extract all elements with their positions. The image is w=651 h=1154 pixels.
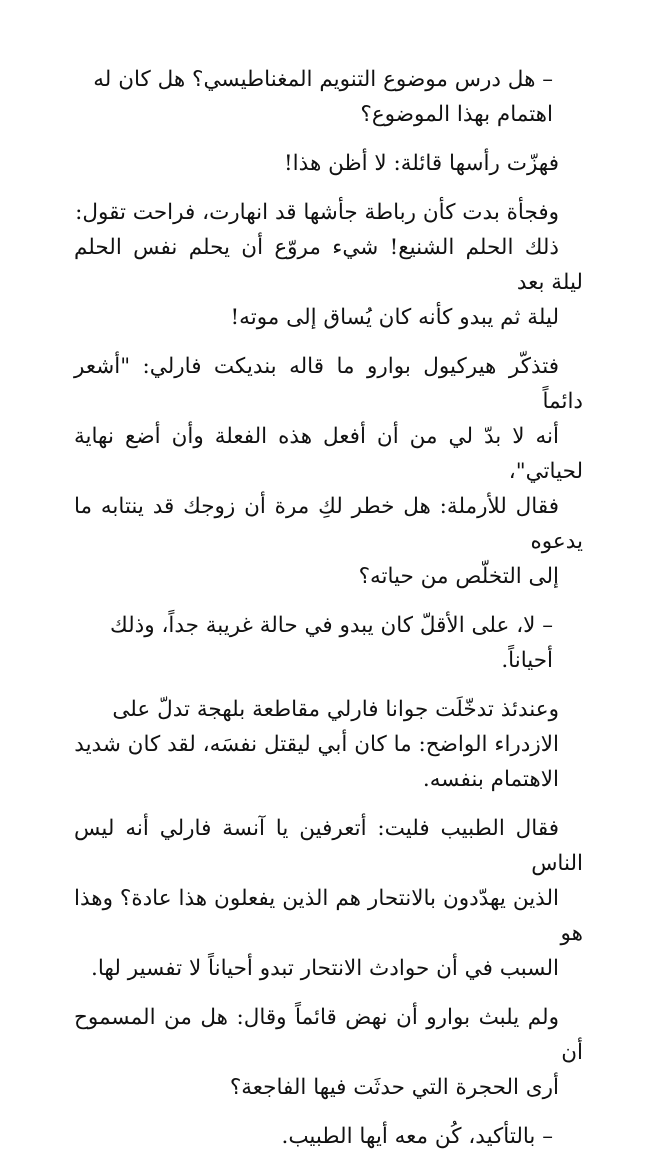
text-line: الذين يهدّدون بالانتحار هم الذين يفعلون هذا عادة؟ وهذا هو	[74, 886, 583, 946]
text-line: أحياناً.	[501, 648, 553, 673]
text-line: فهزّت رأسها قائلة: لا أظن هذا!	[284, 151, 559, 176]
text-line: اهتمام بهذا الموضوع؟	[360, 102, 553, 127]
text-line: فتذكّر هيركيول بوارو ما قاله بنديكت فارلي: "أشعر دائماً	[74, 354, 583, 414]
text-line: فقال للأرملة: هل خطر لكِ مرة أن زوجك قد ينتابه ما يدعوه	[74, 494, 583, 554]
text-line: ليلة ثم يبدو كأنه كان يُساق إلى موته!	[230, 305, 559, 330]
text-line: إلى التخلّص من حياته؟	[358, 564, 559, 589]
text-line: وفجأة بدت كأن رباطة جأشها قد انهارت، فراحت تقول:	[75, 200, 559, 225]
text-line: – بالتأكيد، كُن معه أيها الطبيب.	[281, 1124, 553, 1149]
text-line: الازدراء الواضح: ما كان أبي ليقتل نفسَه، لقد كان شديد	[74, 732, 559, 757]
text-line: فقال الطبيب فليت: أتعرفين يا آنسة فارلي أنه ليس الناس	[74, 816, 583, 876]
text-line: وعندئذ تدخّلَت جوانا فارلي مقاطعة بلهجة تدلّ على	[112, 697, 559, 722]
text-line: السبب في أن حوادث الانتحار تبدو أحياناً لا تفسير لها.	[91, 956, 559, 981]
text-line: الاهتمام بنفسه.	[422, 767, 559, 792]
paragraph-poirot-stands	[74, 1000, 583, 1105]
paragraph-dialogue-strange-state	[74, 608, 583, 678]
paragraph-dream	[74, 195, 583, 335]
text-line: أنه لا بدّ لي من أن أفعل هذه الفعلة وأن أضع نهاية لحياتي"،	[74, 424, 583, 484]
text-line: أرى الحجرة التي حدثَت فيها الفاجعة؟	[229, 1075, 559, 1100]
paragraph-poirot-remembers	[74, 349, 583, 594]
text-line: ولم يلبث بوارو أن نهض قائماً وقال: هل من المسموح أن	[74, 1005, 583, 1065]
text-line: – لا، على الأقلّ كان يبدو في حالة غريبة جداً، وذلك	[109, 613, 553, 638]
text-line: – هل درس موضوع التنويم المغناطيسي؟ هل كان له	[93, 67, 553, 92]
paragraph-head-shake	[74, 146, 583, 181]
paragraph-dialogue-certainly	[74, 1119, 583, 1154]
paragraph-dialogue-hypnosis-question	[74, 62, 583, 132]
paragraph-doctor-fleet	[74, 811, 583, 986]
text-line: ذلك الحلم الشنيع! شيء مروّع أن يحلم نفس الحلم ليلة بعد	[74, 235, 583, 295]
paragraph-joanna-interrupts	[74, 692, 583, 797]
